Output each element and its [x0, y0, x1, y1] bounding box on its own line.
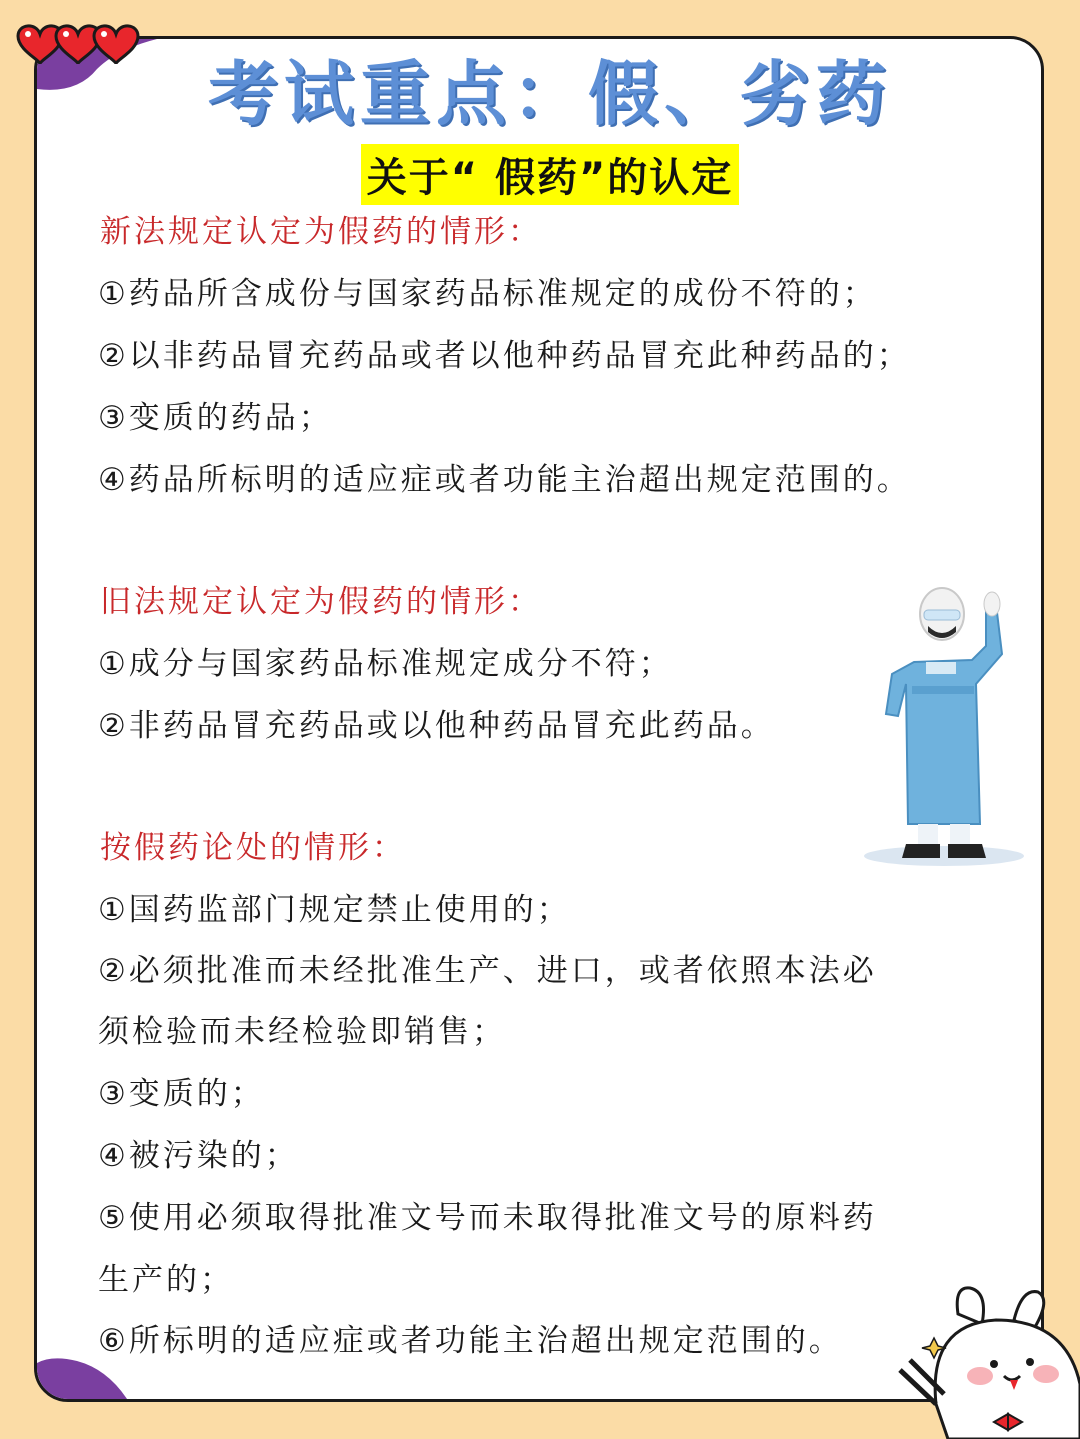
- page-title: 考试重点：假、劣药: [208, 53, 892, 135]
- list-item: 须检验而未经检验即销售；: [98, 1014, 506, 1050]
- list-item: ①成分与国家药品标准规定成分不符；: [98, 646, 673, 682]
- list-item: ②以非药品冒充药品或者以他种药品冒充此种药品的；: [98, 338, 911, 374]
- list-item: ⑤使用必须取得批准文号而未取得批准文号的原料药: [98, 1200, 877, 1236]
- section-heading-treated-as-fake: 按假药论处的情形：: [100, 830, 406, 866]
- list-item: ①药品所含成份与国家药品标准规定的成份不符的；: [98, 276, 877, 312]
- section-heading-new-law: 新法规定认定为假药的情形：: [100, 214, 542, 250]
- list-item: ④被污染的；: [98, 1138, 299, 1174]
- list-item: ③变质的药品；: [98, 400, 333, 436]
- list-item: 生产的；: [98, 1262, 234, 1298]
- list-item: ④药品所标明的适应症或者功能主治超出规定范围的。: [98, 462, 911, 498]
- bunny-illustration: [896, 1284, 1080, 1439]
- list-item: ①国药监部门规定禁止使用的；: [98, 892, 571, 928]
- subtitle-wrap: [0, 144, 1080, 205]
- subtitle-highlight: 关于“ 假药”的认定: [361, 144, 740, 205]
- list-item: ③变质的；: [98, 1076, 265, 1112]
- list-item: ②必须批准而未经批准生产、进口，或者依照本法必: [98, 953, 877, 989]
- section-heading-old-law: 旧法规定认定为假药的情形：: [100, 584, 542, 620]
- doctor-illustration: [862, 574, 1032, 874]
- list-item: ⑥所标明的适应症或者功能主治超出规定范围的。: [98, 1323, 843, 1359]
- list-item: ②非药品冒充药品或以他种药品冒充此药品。: [98, 708, 775, 744]
